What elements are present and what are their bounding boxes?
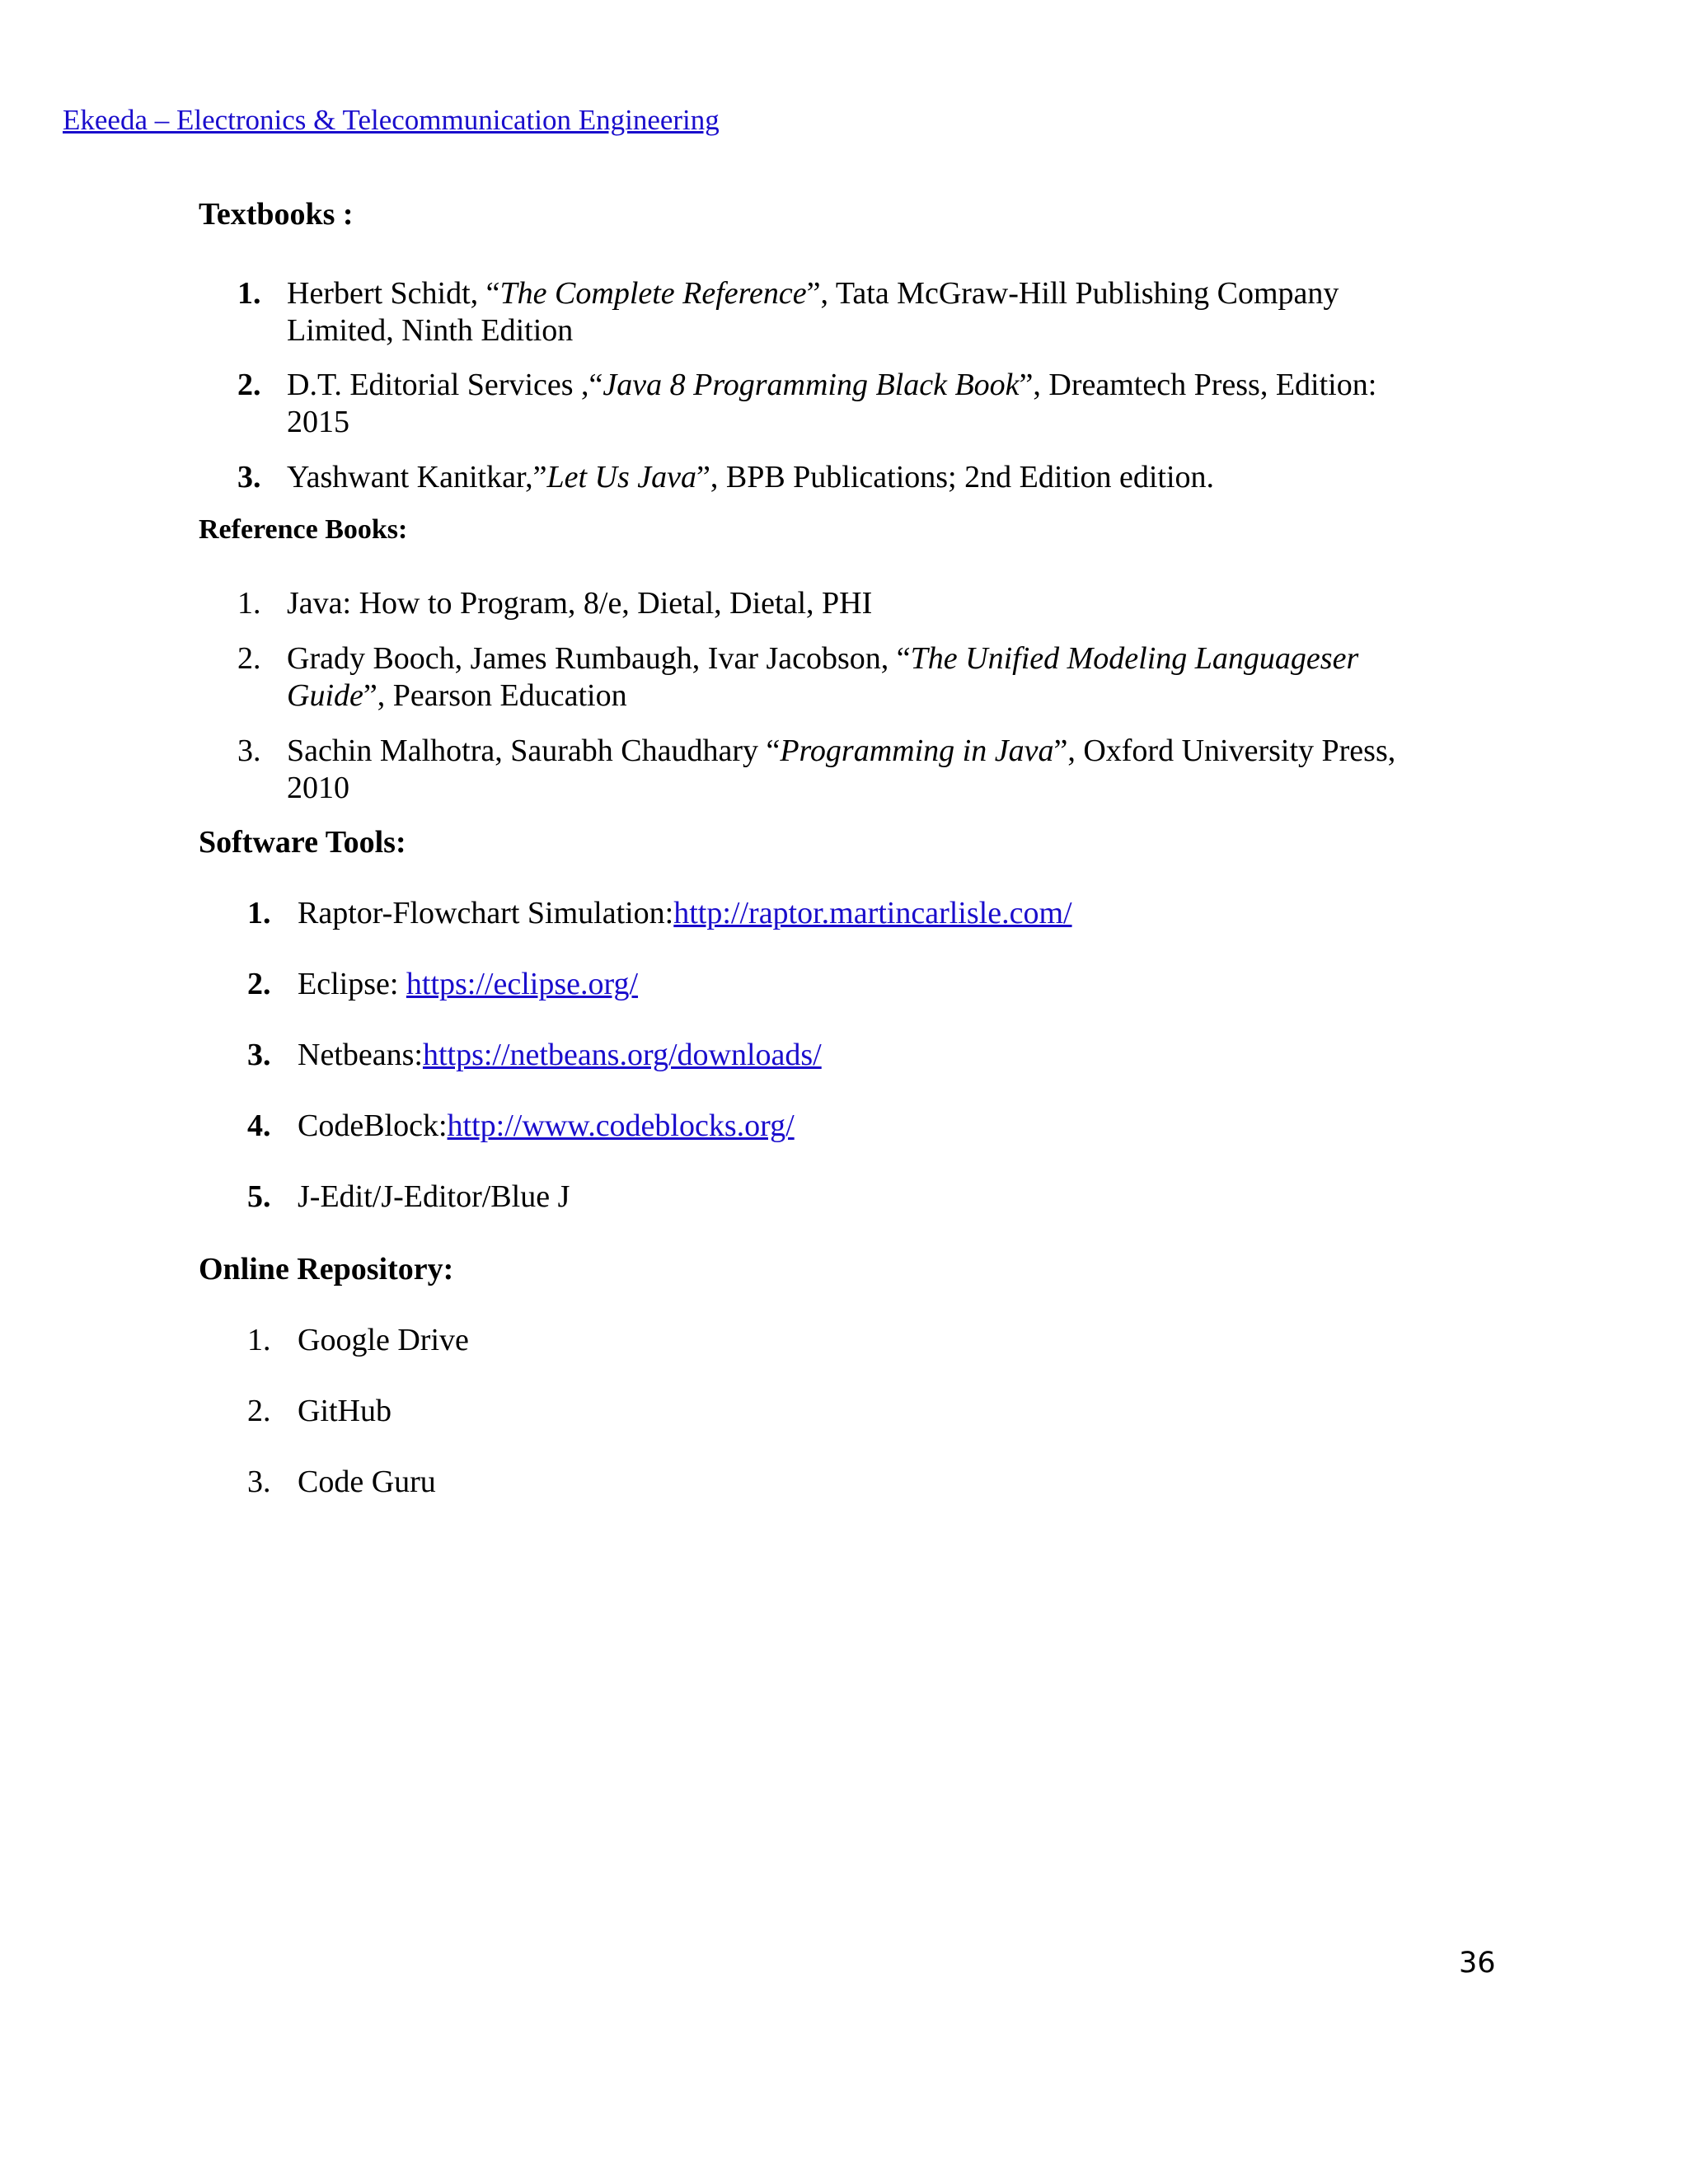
item-text: Code Guru	[298, 1465, 436, 1499]
item-text: Grady Booch, James Rumbaugh, Ivar Jacobson, “The Unified Modeling Languageser Guide”, Pearson Education	[287, 641, 1359, 713]
reference-books-heading: Reference Books:	[199, 514, 408, 545]
list-number: 5.	[247, 1179, 271, 1214]
software-tool-item	[247, 1108, 1484, 1145]
item-text: Raptor-Flowchart Simulation:http://raptor.martincarlisle.com/	[298, 896, 1072, 930]
list-number: 2.	[247, 967, 271, 1001]
list-number: 4.	[247, 1108, 271, 1143]
item-text: J-Edit/J-Editor/Blue J	[298, 1179, 570, 1214]
item-text: D.T. Editorial Services ,“Java 8 Programming Black Book”, Dreamtech Press, Edition: 2015	[287, 368, 1377, 439]
list-number: 3.	[247, 1465, 271, 1499]
item-text: Yashwant Kanitkar,”Let Us Java”, BPB Publications; 2nd Edition edition.	[287, 460, 1215, 494]
page-number: 36	[1459, 1947, 1496, 1980]
header-link[interactable]: Ekeeda – Electronics & Telecommunication Engineering	[63, 104, 720, 136]
textbooks-heading: Textbooks :	[199, 197, 354, 232]
list-number: 3.	[237, 460, 261, 494]
tool-url-link[interactable]: https://eclipse.org/	[406, 967, 639, 1001]
repository-item	[247, 1464, 1484, 1501]
textbook-item	[237, 275, 1474, 349]
list-number: 3.	[237, 733, 261, 768]
list-number: 2.	[237, 641, 261, 676]
item-text: Google Drive	[298, 1323, 469, 1357]
software-tool-item	[247, 895, 1484, 932]
software-tool-item	[247, 966, 1484, 1003]
item-text: GitHub	[298, 1394, 392, 1428]
list-number: 3.	[247, 1038, 271, 1072]
list-number: 1.	[237, 586, 261, 621]
item-text: Netbeans:https://netbeans.org/downloads/	[298, 1038, 822, 1072]
item-text: Java: How to Program, 8/e, Dietal, Dietal, PHI	[287, 586, 873, 621]
list-number: 1.	[237, 276, 261, 311]
item-text: Eclipse: https://eclipse.org/	[298, 967, 639, 1001]
textbook-item	[237, 367, 1474, 441]
reference-book-item	[237, 585, 1474, 622]
repository-item	[247, 1393, 1484, 1430]
item-text: Herbert Schidt, “The Complete Reference”, Tata McGraw-Hill Publishing Company Limited, Ninth Edition	[287, 276, 1339, 348]
item-text: Sachin Malhotra, Saurabh Chaudhary “Programming in Java”, Oxford University Press, 2010	[287, 733, 1396, 805]
textbook-item	[237, 459, 1474, 496]
list-number: 2.	[237, 368, 261, 402]
item-text: CodeBlock:http://www.codeblocks.org/	[298, 1108, 795, 1143]
software-tools-heading: Software Tools:	[199, 825, 406, 860]
tool-url-link[interactable]: https://netbeans.org/downloads/	[422, 1038, 822, 1072]
online-repository-heading: Online Repository:	[199, 1252, 454, 1286]
repository-item	[247, 1322, 1484, 1359]
software-tool-item	[247, 1179, 1484, 1216]
tool-url-link[interactable]: http://www.codeblocks.org/	[447, 1108, 795, 1143]
list-number: 1.	[247, 896, 271, 930]
reference-book-item	[237, 733, 1474, 807]
reference-book-item	[237, 640, 1474, 715]
software-tool-item	[247, 1037, 1484, 1074]
tool-url-link[interactable]: http://raptor.martincarlisle.com/	[673, 896, 1072, 930]
list-number: 1.	[247, 1323, 271, 1357]
list-number: 2.	[247, 1394, 271, 1428]
